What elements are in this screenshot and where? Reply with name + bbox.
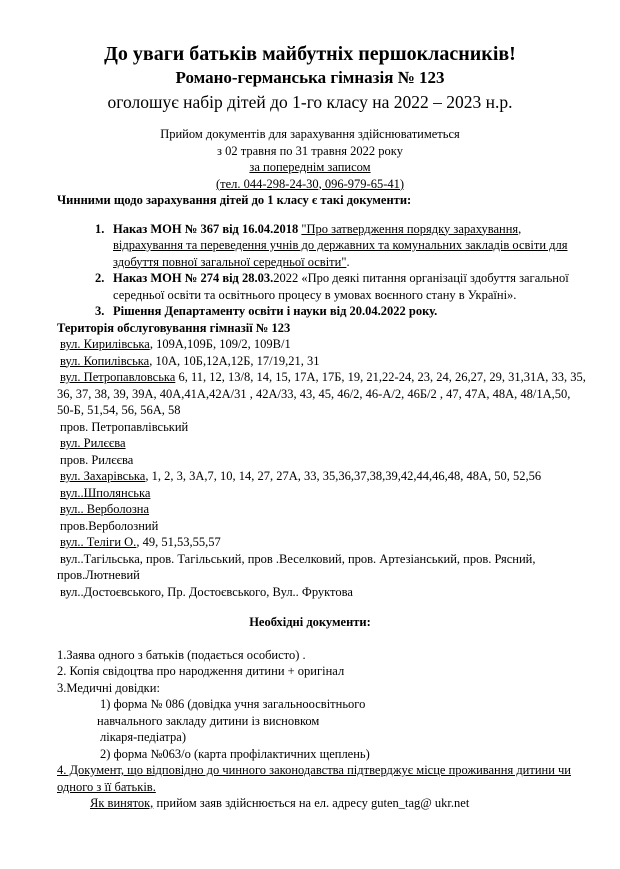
street-numbers: , 49, 51,53,55,57: [136, 535, 221, 549]
street-name: вул..Шполянська: [60, 485, 151, 500]
street-line-shpolianska: [57, 485, 590, 502]
intake-block: [57, 126, 563, 192]
intake-line-2: з 02 травня по 31 травня 2022 року: [217, 143, 403, 158]
required-docs-list: [57, 647, 590, 812]
medical-form-063: 2) форма №063/о (карта профілактичних щеплень): [100, 746, 370, 761]
intake-appointment-note: за попереднім записом: [249, 160, 371, 174]
required-item-birth-certificate: 2. Копія свідоцтва про народження дитини + оригінал: [57, 664, 345, 678]
medical-form-086-line3: лікаря-педіатра): [100, 730, 187, 744]
street-name: вул..Достоєвського, Пр. Достоєвського, Вул.. Фруктова: [60, 584, 353, 599]
order-item-underlined-text: "Про затвердження порядку зарахування, відрахування та переведення учнів до державних та комунальних закладів освіти для здобуття повної загальної середньої освіти": [113, 221, 568, 269]
territory-street-list: [57, 336, 590, 600]
street-name: вул. Петропавловська: [60, 370, 176, 384]
required-docs-heading: Необхідні документи:: [249, 615, 371, 629]
order-item-tail-text: 2022 «Про деякі питання організації здобуття загальної середньої освіти та освітнього процесу в умовах воєнного стану в Україні».: [113, 271, 569, 302]
street-name: пров.Верболозний: [60, 518, 159, 533]
doc-subtitle-school: Романо-германська гімназія № 123: [175, 68, 445, 87]
street-line-rylieieva: [57, 435, 590, 452]
street-line-dostoievskoho-group: [57, 584, 590, 601]
valid-docs-heading: Чинними щодо зарахування дітей до 1 класу є такі документи:: [57, 193, 412, 207]
street-line-verbolozna: [57, 501, 590, 518]
street-numbers: , 10А, 10Б,12А,12Б, 17/19,21, 31: [149, 353, 320, 368]
street-line-petropavlovska: [57, 369, 590, 419]
street-name: вул.. Теліги О.: [60, 535, 137, 549]
order-item-number: 3.: [95, 304, 105, 318]
order-item-bold-text: Наказ МОН № 274 від 28.03.: [113, 271, 274, 285]
order-item-tail-text: .: [346, 254, 350, 269]
order-item-number: 2.: [95, 271, 105, 285]
order-item-2: [57, 270, 590, 303]
order-item-1: [57, 221, 590, 271]
street-numbers: , 1, 2, 3, 3А,7, 10, 14, 27, 27А, 33, 35,36,37,38,39,42,44,46,48, 48А, 50, 52,56: [145, 469, 542, 483]
intake-phone-numbers: (тел. 044-298-24-30, 096-979-65-41): [215, 176, 405, 191]
order-item-number: 1.: [95, 221, 105, 236]
street-numbers: , 109А,109Б, 109/2, 109В/1: [149, 337, 291, 351]
street-line-telihy: [57, 534, 590, 551]
medical-form-086-line1: 1) форма № 086 (довідка учня загальноосвітнього: [100, 697, 366, 711]
required-item-residence-proof: 4. Документ, що відповідно до чинного законодавства підтверджує місце проживання дитини чи одного з її батьків.: [57, 763, 571, 794]
street-name: вул..Тагільська, пров. Тагільський, пров .Веселковий, пров. Артезіанський, пров. Рясний, пров.Лютневий: [57, 551, 536, 582]
street-line-kyrylivska: [57, 336, 590, 353]
street-line-prov-petropavlivskyi: [57, 419, 590, 436]
exception-note-underlined: Як виняток,: [90, 796, 154, 810]
street-line-prov-rylieieva: [57, 452, 590, 469]
territory-heading: Територія обслуговування гімназії № 123: [57, 320, 291, 335]
exception-note: [57, 795, 590, 812]
required-item-medical: 3.Медичні довідки:: [57, 680, 160, 695]
required-item-application: 1.Заява одного з батьків (подається особисто) .: [57, 647, 306, 662]
order-item-3: [57, 303, 590, 320]
street-numbers: 6, 11, 12, 13/8, 14, 15, 17А, 17Б, 19, 21,22-24, 23, 24, 26,27, 29, 31,31А, 33, 35, 36, 37, 38, 39, 39А, 40А,41А,42А/31 , 42А/33, 43, 45, 46/2, 46-А/2, 46Б/2 , 47, 47А, 48А, 48/1А,50, 50-Б, 51,54, 56, 56А, 58: [57, 370, 586, 417]
doc-title: До уваги батьків майбутніх першокласників!: [104, 43, 516, 65]
street-name: вул. Копилівська: [60, 353, 150, 368]
orders-list: [57, 221, 590, 320]
doc-subtitle-enrollment: оголошує набір дітей до 1-го класу на 2022 – 2023 н.р.: [107, 92, 513, 112]
street-name: пров. Рилєєва: [60, 452, 134, 467]
street-line-zakharivska: [57, 468, 590, 485]
street-name: вул. Кирилівська: [60, 337, 150, 351]
medical-form-086-line2: навчального закладу дитини із висновком: [97, 713, 320, 728]
exception-note-rest: прийом заяв здійснюється на ел. адресу guten_tag@ ukr.net: [153, 796, 470, 810]
street-name: вул.. Верболозна: [60, 502, 150, 516]
intake-line-1: Прийом документів для зарахування здійснюватиметься: [160, 127, 460, 141]
street-name: вул. Захарівська: [60, 469, 146, 483]
order-item-bold-text: Наказ МОН № 367 від 16.04.2018: [113, 221, 302, 236]
street-line-kopylivska: [57, 353, 590, 370]
street-name: пров. Петропавлівський: [60, 419, 189, 434]
street-line-prov-verboloznyi: [57, 518, 590, 535]
street-line-tahilska-group: [57, 551, 590, 584]
street-name: вул. Рилєєва: [60, 436, 126, 450]
order-item-bold-text: Рішення Департаменту освіти і науки від 20.04.2022 року.: [113, 304, 438, 318]
